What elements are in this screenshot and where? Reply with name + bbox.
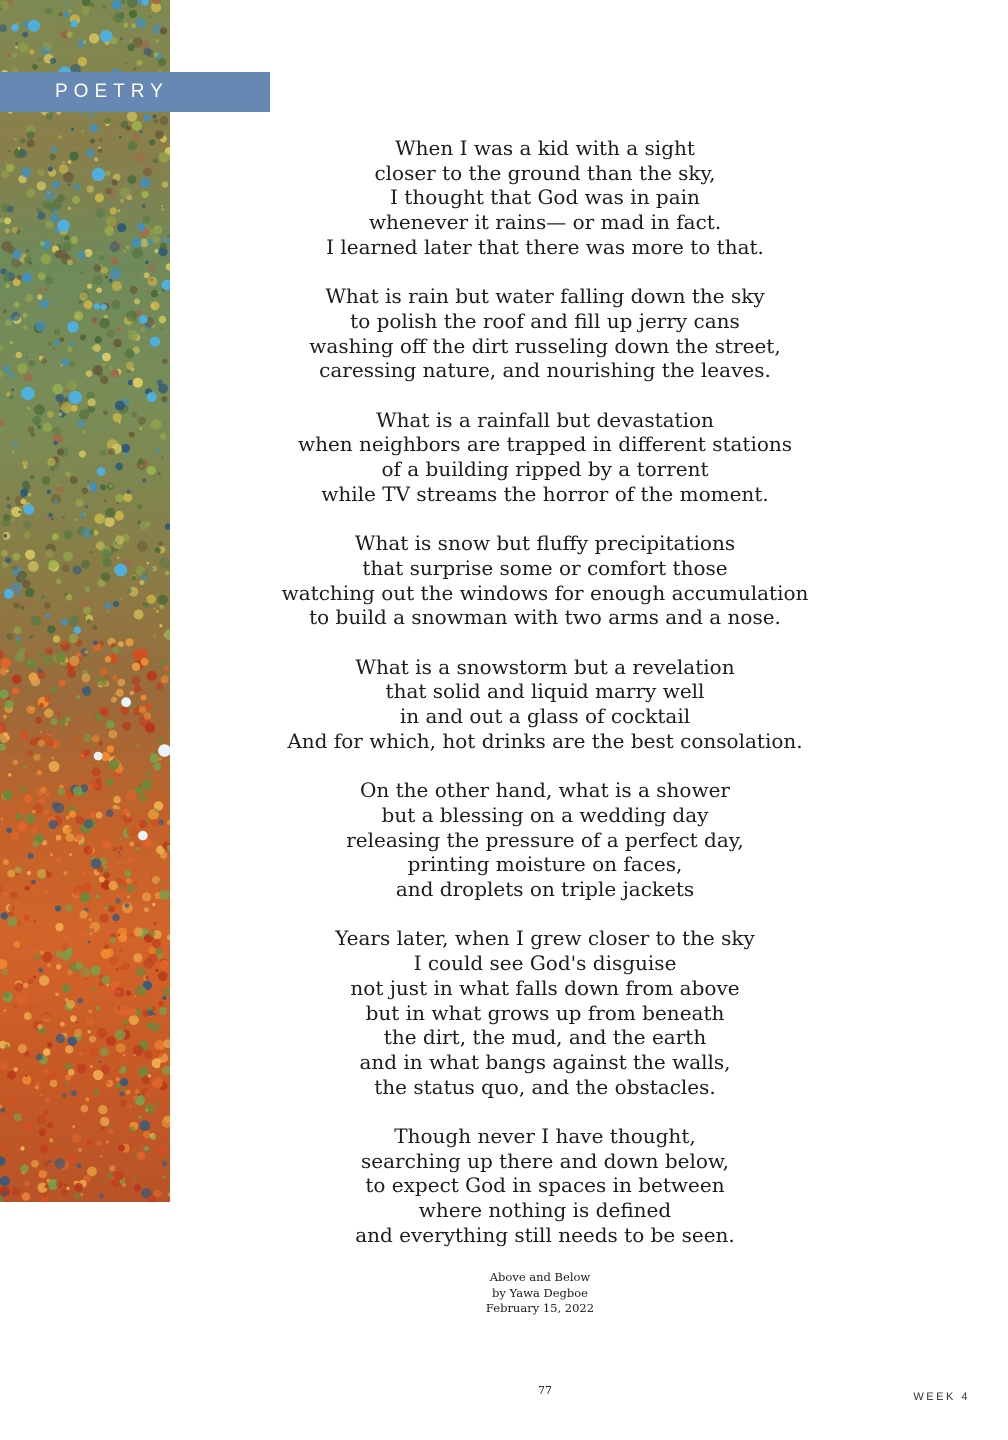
poem-line: Though never I have thought, — [394, 1124, 696, 1149]
poem-body — [245, 136, 845, 1272]
section-tab — [0, 72, 270, 112]
poem-line: I thought that God was in pain — [390, 185, 700, 210]
poem-line: to polish the roof and fill up jerry cans — [350, 308, 740, 333]
stanza — [245, 284, 845, 383]
page-number: 77 — [538, 1384, 552, 1397]
stanza — [245, 531, 845, 630]
poem-line: closer to the ground than the sky, — [374, 160, 716, 185]
poem-line: searching up there and down below, — [361, 1148, 729, 1173]
poem-line: caressing nature, and nourishing the leaves. — [319, 358, 771, 383]
week-label: WEEK 4 — [913, 1391, 970, 1403]
poem-line: watching out the windows for enough accumulation — [281, 580, 809, 605]
poem-line: printing moisture on faces, — [407, 852, 683, 877]
poem-line: washing off the dirt russeling down the street, — [309, 333, 781, 358]
poem-line: And for which, hot drinks are the best consolation. — [287, 728, 803, 753]
poem-line: Years later, when I grew closer to the sky — [335, 926, 755, 951]
paint-speckle-pattern — [0, 0, 170, 1202]
poem-line: where nothing is defined — [418, 1198, 672, 1223]
stanza — [245, 136, 845, 260]
poem-line: of a building ripped by a torrent — [381, 457, 709, 482]
poem-line: When I was a kid with a sight — [395, 136, 695, 160]
poem-line: to build a snowman with two arms and a nose. — [309, 605, 781, 630]
poem-title: Above and Below — [489, 1270, 591, 1284]
poem-line: but in what grows up from beneath — [365, 1000, 725, 1025]
section-label: POETRY — [55, 81, 169, 102]
stanza — [245, 1124, 845, 1248]
poem-line: On the other hand, what is a shower — [360, 778, 730, 803]
poem-credits — [440, 1270, 640, 1317]
poem-line: not just in what falls down from above — [350, 975, 740, 1000]
poem-line: and in what bangs against the walls, — [359, 1049, 731, 1074]
poem-line: I could see God's disguise — [413, 951, 677, 976]
poem-line: What is rain but water falling down the sky — [325, 284, 765, 309]
poem-line: and droplets on triple jackets — [395, 877, 695, 902]
poem-line: while TV streams the horror of the moment. — [321, 481, 769, 506]
stanza — [245, 778, 845, 902]
poem-line: the dirt, the mud, and the earth — [383, 1025, 707, 1050]
poem-line: to expect God in spaces in between — [365, 1173, 725, 1198]
stanza — [245, 655, 845, 754]
poem-line: the status quo, and the obstacles. — [374, 1074, 716, 1099]
poem-line: What is snow but fluffy precipitations — [354, 531, 736, 556]
poem-line: What is a snowstorm but a revelation — [355, 654, 735, 679]
poem-date: February 15, 2022 — [485, 1301, 595, 1315]
poem-line: that solid and liquid marry well — [385, 679, 705, 704]
poem-line: and everything still needs to be seen. — [355, 1222, 735, 1247]
stanza — [245, 408, 845, 507]
poem-line: when neighbors are trapped in different stations — [297, 432, 793, 457]
poem-line: in and out a glass of cocktail — [399, 704, 691, 729]
abstract-painting-strip — [0, 0, 170, 1202]
poem-line: I learned later that there was more to that. — [326, 234, 764, 259]
poem-line: releasing the pressure of a perfect day, — [346, 827, 744, 852]
poem-line: What is a rainfall but devastation — [376, 407, 714, 432]
poem-line: but a blessing on a wedding day — [381, 802, 709, 827]
stanza — [245, 926, 845, 1099]
poem-line: that surprise some or comfort those — [362, 555, 728, 580]
poem-author: by Yawa Degboe — [492, 1285, 588, 1300]
poem-line: whenever it rains— or mad in fact. — [368, 210, 722, 235]
